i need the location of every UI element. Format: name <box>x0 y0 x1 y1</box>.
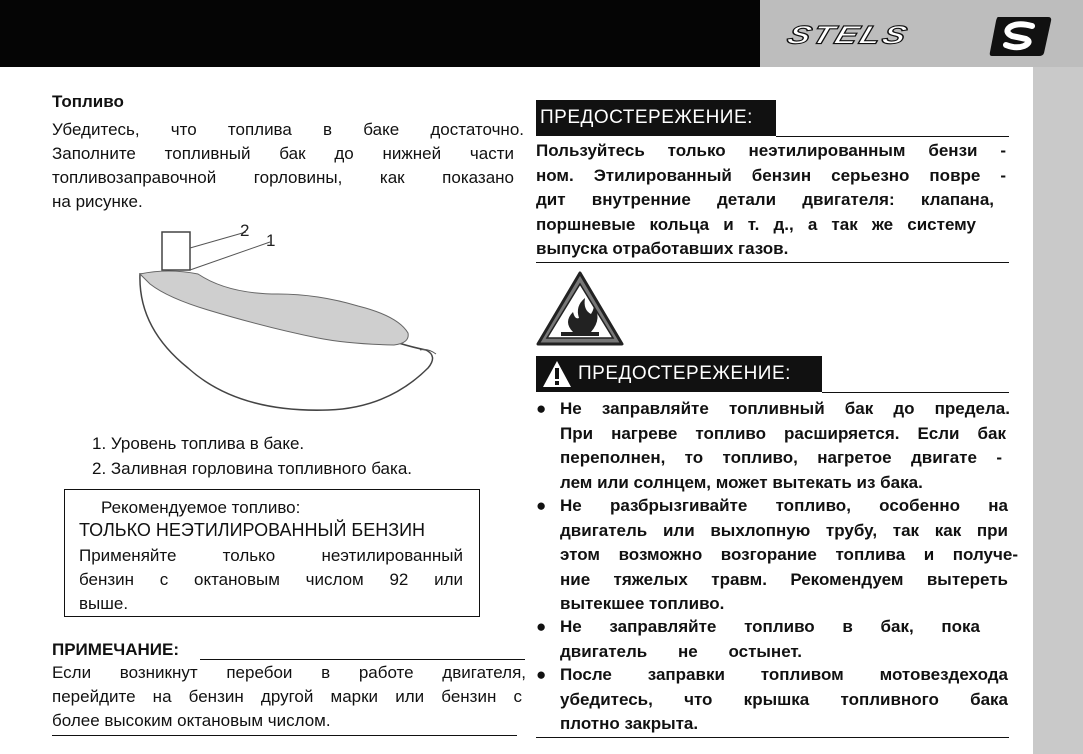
bullet-dot-icon: ● <box>536 665 547 684</box>
flammable-warning-icon <box>535 270 625 348</box>
bullet-line: вытекшее топливо. <box>560 594 725 613</box>
box-line: выше. <box>79 594 129 613</box>
figure-label-2: 2 <box>240 221 250 240</box>
bullet-line: двигатель не остынет. <box>560 641 802 661</box>
warning-title-rule <box>776 136 1009 137</box>
note-body <box>52 661 526 733</box>
bullet-line: убедитесь, что крышка топливного бака <box>560 689 1008 709</box>
warning-title-rule <box>822 392 1009 393</box>
bullet-line: лем или солнцем, может вытекать из бака. <box>560 472 923 492</box>
warning-line: дит внутренние детали двигателя: клапана, <box>536 190 994 209</box>
warning-line: ном. Этилированный бензин серьезно повре - <box>536 165 1006 185</box>
paragraph-line: Убедитесь, что топлива в баке достаточно. <box>52 120 524 139</box>
bullet-line: После заправки топливом мотовездехода <box>560 665 1008 684</box>
note-bottom-rule <box>52 735 517 736</box>
warning-label <box>536 100 776 136</box>
note-title-rule <box>200 659 525 660</box>
warning-label-text: ПРЕДОСТЕРЕЖЕНИЕ: <box>540 107 753 128</box>
page-side-tab <box>1033 67 1083 754</box>
warning-line: поршневые кольца и т. д., а так же систему <box>536 214 976 234</box>
box-headline: ТОЛЬКО НЕЭТИЛИРОВАННЫЙ БЕНЗИН <box>79 520 426 540</box>
bullet-dot-icon: ● <box>536 496 547 515</box>
paragraph-line: топливозаправочной горловины, как показано <box>52 168 514 187</box>
header-bar <box>0 0 760 67</box>
bullet-line: При нагреве топливо расширяется. Если бак <box>560 423 1006 443</box>
caption-item: 2. Заливная горловина топливного бака. <box>92 459 412 478</box>
bullet-line: двигатель или выхлопную трубу, так как при <box>560 520 1008 540</box>
warning-bottom-rule <box>536 262 1009 263</box>
box-line: бензин с октановым числом 92 или <box>79 570 463 589</box>
warning-label <box>536 356 822 392</box>
brand-logo-text: STELS <box>783 20 913 50</box>
warning-line: Пользуйтесь только неэтилированным бензи - <box>536 141 1006 160</box>
warning2-bottom-rule <box>536 737 1009 738</box>
paragraph-line: Заполните топливный бак до нижней части <box>52 144 514 163</box>
note-line: перейдите на бензин другой марки или бензин с <box>52 687 522 706</box>
bullet-dot-icon: ● <box>536 617 547 636</box>
exclamation-triangle-icon <box>542 359 572 389</box>
figure-label-1: 1 <box>266 231 276 250</box>
warning-line: выпуска отработавших газов. <box>536 239 789 258</box>
fuel-tank-figure <box>128 218 448 428</box>
bullet-line: Не заправляйте топливо в бак, пока <box>560 617 980 636</box>
figure-captions <box>92 431 412 481</box>
box-title: Рекомендуемое топливо: <box>101 498 301 517</box>
note-line: Если возникнут перебои в работе двигателя, <box>52 663 526 682</box>
fuel-paragraph <box>52 118 524 214</box>
warning-body <box>536 139 1006 262</box>
bullet-line: ние тяжелых травм. Рекомендуем вытереть <box>560 569 1008 589</box>
brand-s-badge-icon <box>988 13 1054 59</box>
bullet-line: Не разбрызгивайте топливо, особенно на <box>560 496 1008 515</box>
note-title: ПРИМЕЧАНИЕ: <box>52 640 179 659</box>
note-line: более высоким октановым числом. <box>52 711 331 730</box>
section-title: Топливо <box>52 92 124 111</box>
brand-logo-area <box>760 0 1083 67</box>
bullet-line: Не заправляйте топливный бак до предела. <box>560 399 1010 418</box>
caption-item: 1. Уровень топлива в баке. <box>92 434 305 453</box>
bullet-dot-icon: ● <box>536 399 547 418</box>
recommended-fuel-box <box>64 489 480 617</box>
box-line: Применяйте только неэтилированный <box>79 546 463 565</box>
bullet-line: плотно закрыта. <box>560 714 699 733</box>
warning-label-text: ПРЕДОСТЕРЕЖЕНИЕ: <box>578 363 791 384</box>
box-body <box>79 544 463 616</box>
bullet-line: переполнен, то топливо, нагретое двигате - <box>560 448 1002 467</box>
bullet-line: этом возможно возгорание топлива и получе- <box>560 545 1018 564</box>
paragraph-line: на рисунке. <box>52 192 143 211</box>
